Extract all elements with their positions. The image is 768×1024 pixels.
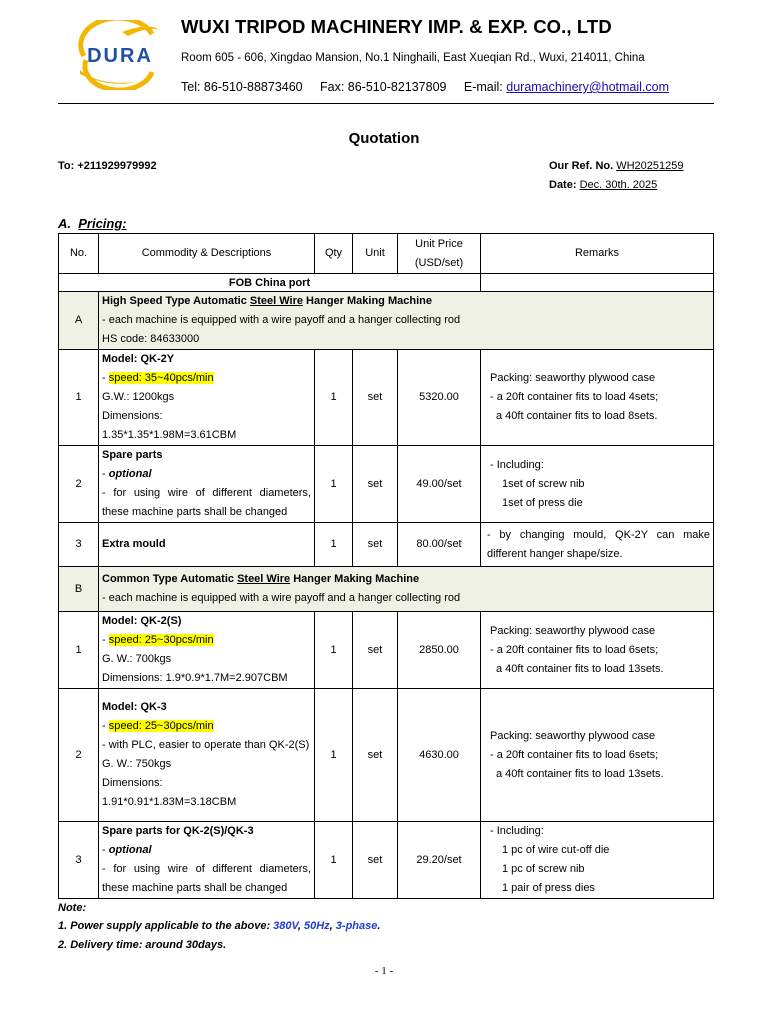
company-tel: Tel: 86-510-88873460 — [181, 80, 303, 94]
company-name: WUXI TRIPOD MACHINERY IMP. & EXP. CO., LTD — [181, 16, 612, 37]
header-price: Unit Price (USD/set) — [398, 234, 481, 274]
item-description: Model: QK-2(S) - speed: 25~30pcs/min G. W.: 700kgs Dimensions: 1.9*0.9*1.7M=2.907CBM — [99, 612, 315, 689]
item-description: Model: QK-2Y - speed: 35~40pcs/min G.W.: 1200kgs Dimensions: 1.35*1.35*1.98M=3.61CBM — [99, 350, 315, 446]
item-remarks: - Including: 1 pc of wire cut-off die 1 pc of screw nib 1 pair of press dies — [481, 822, 714, 899]
note-power: 1. Power supply applicable to the above: 380V, 50Hz, 3-phase. — [58, 920, 381, 932]
date-label: Date: — [549, 179, 577, 191]
header-desc: Commodity & Descriptions — [99, 234, 315, 274]
company-fax: Fax: 86-510-82137809 — [320, 80, 447, 94]
table-row: 2 Model: QK-3 - speed: 25~30pcs/min - with PLC, easier to operate than QK-2(S) G. W.: 750kgs Dimensions: 1.91*0.91*1.83M=3.18CBM 1 set 4630.00 Packing: seaworthy plywood case - a 20ft container fits to load 6sets; a 40ft container fits to load 13sets. — [59, 689, 714, 822]
reference-number — [549, 160, 684, 172]
recipient: To: +211929979992 — [58, 160, 157, 172]
section-a-no: A — [59, 292, 99, 350]
company-address: Room 605 - 606, Xingdao Mansion, No.1 Ninghaili, East Xueqian Rd., Wuxi, 214011, China — [181, 52, 645, 64]
table-row: 3 Extra mould 1 set 80.00/set - by changing mould, QK-2Y can make different hanger shape/size. — [59, 523, 714, 567]
item-description: Spare parts - optional - for using wire of different diameters, these machine parts shall be changed — [99, 446, 315, 523]
item-remarks: - by changing mould, QK-2Y can make different hanger shape/size. — [481, 523, 714, 567]
company-logo — [78, 20, 162, 90]
section-title: Pricing: — [78, 216, 127, 231]
item-remarks: - Including: 1set of screw nib 1set of press die — [481, 446, 714, 523]
table-header-row — [59, 234, 714, 274]
company-contact — [181, 80, 669, 94]
header-unit: Unit — [353, 234, 398, 274]
email-link[interactable]: duramachinery@hotmail.com — [506, 80, 670, 94]
section-b-title: Common Type Automatic Steel Wire Hanger Making Machine - each machine is equipped with a wire payoff and a hanger collecting rod — [99, 567, 714, 612]
email-label: E-mail: — [463, 80, 503, 94]
item-description: Model: QK-3 - speed: 25~30pcs/min - with PLC, easier to operate than QK-2(S) G. W.: 750kgs Dimensions: 1.91*0.91*1.83M=3.18CBM — [99, 689, 315, 822]
item-remarks: Packing: seaworthy plywood case - a 20ft container fits to load 6sets; a 40ft container fits to load 13sets. — [481, 612, 714, 689]
item-remarks: Packing: seaworthy plywood case - a 20ft container fits to load 4sets; a 40ft container fits to load 8sets. — [481, 350, 714, 446]
table-row: 3 Spare parts for QK-2(S)/QK-3 - optional - for using wire of different diameters, these machine parts shall be changed 1 set 29.20/set - Including: 1 pc of wire cut-off die 1 pc of screw nib 1 pair of press dies — [59, 822, 714, 899]
pricing-table — [58, 233, 714, 899]
header-qty: Qty — [315, 234, 353, 274]
item-description: Extra mould — [99, 523, 315, 567]
note-delivery: 2. Delivery time: around 30days. — [58, 939, 227, 951]
note-title: Note: — [58, 902, 87, 914]
speed-highlight: speed: 35~40pcs/min — [108, 372, 214, 384]
section-heading — [58, 216, 127, 231]
header-divider — [58, 103, 714, 104]
item-remarks: Packing: seaworthy plywood case - a 20ft container fits to load 6sets; a 40ft container fits to load 13sets. — [481, 689, 714, 822]
section-a-row — [59, 292, 714, 350]
speed-highlight: speed: 25~30pcs/min — [108, 634, 214, 646]
table-row: 1 Model: QK-2Y - speed: 35~40pcs/min G.W.: 1200kgs Dimensions: 1.35*1.35*1.98M=3.61CBM 1 set 5320.00 Packing: seaworthy plywood case - a 20ft container fits to load 4sets; a 40ft container fits to load 8sets. — [59, 350, 714, 446]
page-number: - 1 - — [374, 965, 394, 977]
fob-row — [59, 274, 714, 292]
section-b-row — [59, 567, 714, 612]
ref-label: Our Ref. No. — [549, 160, 614, 172]
document-title: Quotation — [348, 130, 420, 147]
document-date — [549, 179, 657, 191]
speed-highlight: speed: 25~30pcs/min — [108, 720, 214, 732]
date-value: Dec. 30th. 2025 — [579, 179, 658, 191]
logo-text: DURA — [87, 45, 153, 67]
header-no: No. — [59, 234, 99, 274]
fob-label: FOB China port — [59, 274, 481, 292]
table-row: 1 Model: QK-2(S) - speed: 25~30pcs/min G. W.: 700kgs Dimensions: 1.9*0.9*1.7M=2.907CBM 1 set 2850.00 Packing: seaworthy plywood case - a 20ft container fits to load 6sets; a 40ft container fits to load 13sets. — [59, 612, 714, 689]
ref-value: WH20251259 — [616, 160, 684, 172]
header-remarks: Remarks — [481, 234, 714, 274]
item-description: Spare parts for QK-2(S)/QK-3 - optional - for using wire of different diameters, these machine parts shall be changed — [99, 822, 315, 899]
section-a-title: High Speed Type Automatic Steel Wire Hanger Making Machine - each machine is equipped with a wire payoff and a hanger collecting rod HS code: 84633000 — [99, 292, 714, 350]
table-row: 2 Spare parts - optional - for using wire of different diameters, these machine parts shall be changed 1 set 49.00/set - Including: 1set of screw nib 1set of press die — [59, 446, 714, 523]
section-b-no: B — [59, 567, 99, 612]
section-label: A. — [58, 216, 71, 231]
